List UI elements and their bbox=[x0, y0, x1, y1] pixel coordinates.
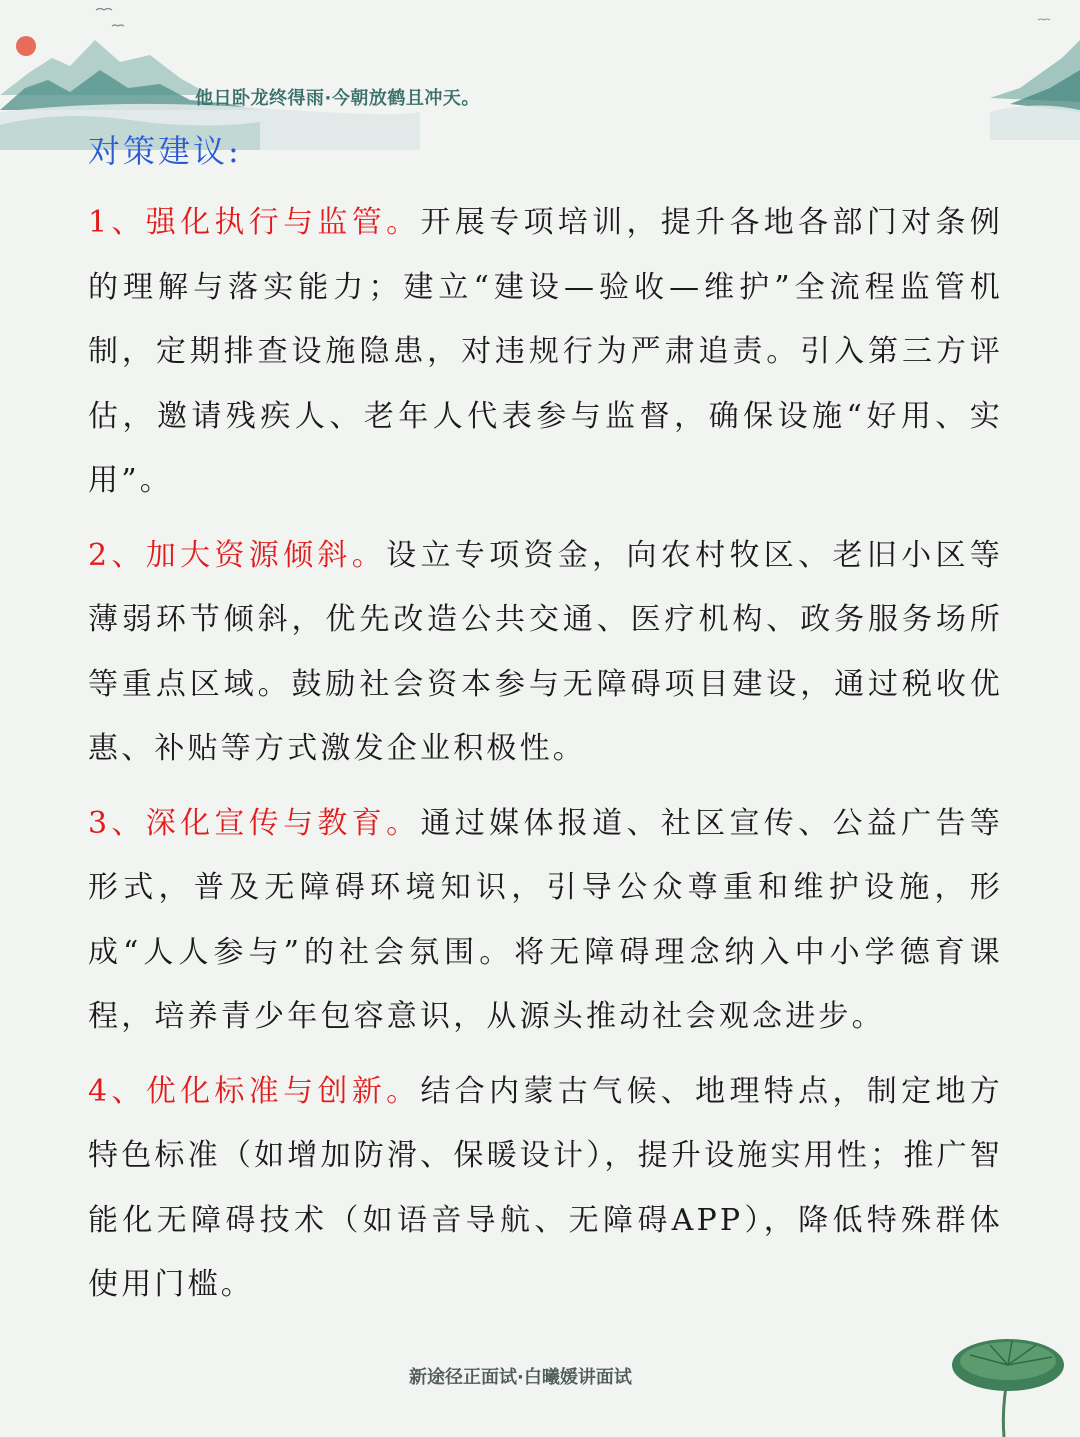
suggestion-number: 4、 bbox=[88, 1073, 146, 1109]
sun-icon bbox=[16, 36, 36, 56]
suggestion-body: 结合内蒙古气候、地理特点，制定地方特色标准（如增加防滑、保暖设计），提升设施实用性；推广智能化无障碍技术（如语音导航、无障碍APP），降低特殊群体使用门槛。 bbox=[88, 1073, 1003, 1302]
footer-motto: 新途径正面试·白曦媛讲面试 bbox=[409, 1367, 632, 1388]
suggestion-paragraph-4 bbox=[88, 1060, 1003, 1318]
suggestion-heading: 加大资源倾斜。 bbox=[145, 537, 387, 573]
header-motto: 他日卧龙终得雨·今朝放鹤且冲天。 bbox=[195, 88, 480, 109]
right-mountain-decoration bbox=[990, 0, 1080, 140]
suggestion-number: 2、 bbox=[88, 537, 146, 573]
suggestion-body: 开展专项培训，提升各地各部门对条例的理解与落实能力；建立“建设—验收—维护”全流程监管机制，定期排查设施隐患，对违规行为严肃追责。引入第三方评估，邀请残疾人、老年人代表参与监督，确保设施“好用、实用”。 bbox=[88, 205, 1003, 498]
bird-icons bbox=[96, 9, 124, 27]
suggestion-paragraph-1 bbox=[88, 191, 1003, 514]
page-title: 对策建议: bbox=[88, 132, 242, 170]
lotus-leaf-icon bbox=[940, 1327, 1070, 1437]
suggestion-body: 通过媒体报道、社区宣传、公益广告等形式，普及无障碍环境知识，引导公众尊重和维护设施，形成“人人参与”的社会氛围。将无障碍理念纳入中小学德育课程，培养青少年包容意识，从源头推动社会观念进步。 bbox=[88, 805, 1003, 1034]
suggestions-list bbox=[88, 191, 1003, 1328]
suggestion-number: 1、 bbox=[88, 205, 146, 240]
suggestion-paragraph-3 bbox=[88, 792, 1003, 1050]
suggestion-heading: 深化宣传与教育。 bbox=[145, 805, 421, 841]
suggestion-number: 3、 bbox=[88, 805, 146, 841]
suggestion-heading: 优化标准与创新。 bbox=[145, 1073, 421, 1109]
suggestion-paragraph-2 bbox=[88, 524, 1003, 782]
suggestion-heading: 强化执行与监管。 bbox=[145, 205, 421, 240]
suggestion-body: 设立专项资金，向农村牧区、老旧小区等薄弱环节倾斜，优先改造公共交通、医疗机构、政务服务场所等重点区域。鼓励社会资本参与无障碍项目建设，通过税收优惠、补贴等方式激发企业积极性。 bbox=[88, 537, 1003, 766]
